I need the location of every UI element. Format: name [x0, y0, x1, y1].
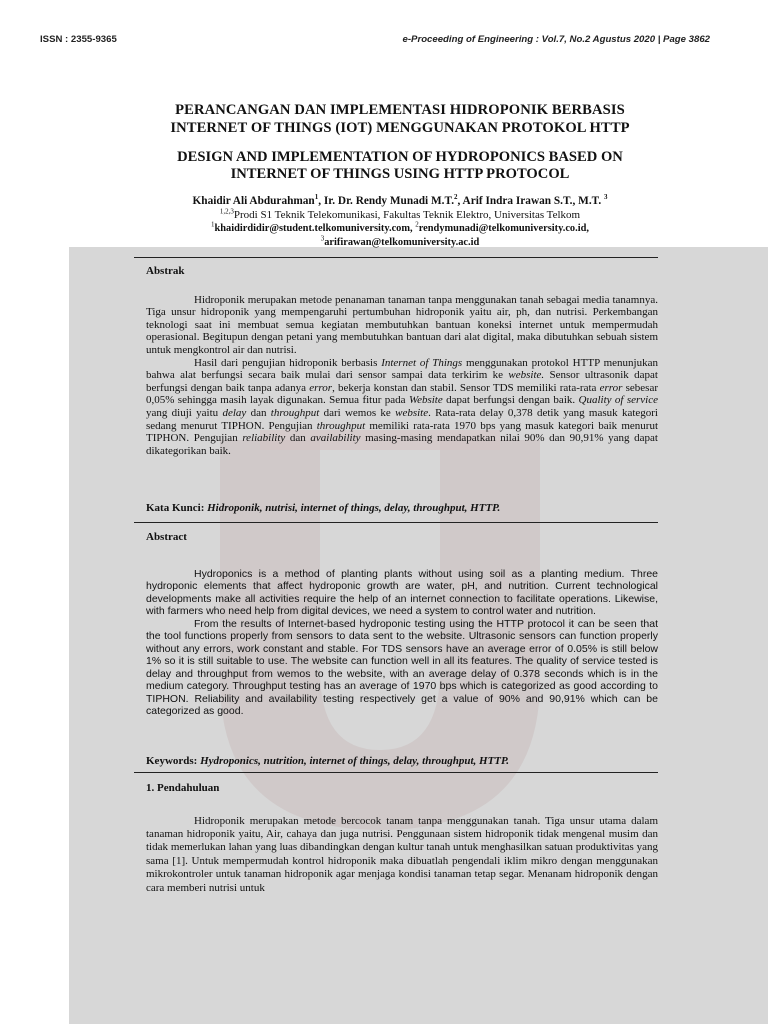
intro-heading: 1. Pendahuluan — [146, 782, 220, 794]
email-link-2[interactable]: rendymunadi@telkomuniversity.co.id — [418, 223, 587, 234]
paper-title-indonesian — [100, 101, 700, 137]
section-divider-2 — [134, 522, 658, 523]
author-list: Khaidir Ali Abdurahman$^1$, Ir. Dr. Rendy Munadi M.T.$^2$, Arif Indra Irawan S.T., M.T. $^3$ — [192, 193, 608, 207]
keywords: Keywords: Hydroponics, nutrition, internet of things, delay, throughput, HTTP. — [146, 755, 510, 767]
kata-kunci: Kata Kunci: Hidroponik, nutrisi, internet of things, delay, throughput, HTTP. — [146, 502, 501, 514]
abstract-paragraph-1: Hydroponics is a method of planting plants without using soil as a planting medium. Three hydroponic elements that affect hydroponic growth are water, pH, and nutrition. Current technological developments make all activities require the help of an internet connection to facilitate operations. Likewise, with farmers who need help from digital devices, we need a system to control water and nutrition. — [146, 567, 658, 618]
email-link-3[interactable]: arifirawan@telkomuniversity.ac.id — [324, 237, 480, 248]
section-divider-top — [134, 257, 658, 258]
paper-title-english — [100, 149, 700, 183]
abstract-paragraph-2: From the results of Internet-based hydroponic testing using the HTTP protocol it can be seen that the tool functions properly from sensors to data sent to the website. Ultrasonic sensors can function properly without any errors, work constant and stable. For TDS sensors have an average error of 0.05% is still below 1% so it is still suitable to use. The website can function well in all its features. The quality of service tested is delay and throughput from wemos to the website, with an average delay of 0.378 seconds which is in the medium category. Throughput testing has an average of 1970 bps which is categorized as good according to TIPHON. Reliability and availability testing respectively get a value of 90% and 90,91% which can be categorized as good. — [146, 617, 658, 718]
section-divider-3 — [134, 772, 658, 773]
abstrak-paragraph-2: Hasil dari pengujian hidroponik berbasis Internet of Things menggunakan protokol HTTP menunjukan bahwa alat berfungsi secara baik mulai dari sensor sampai data terkirim ke website. Sensor ultrasonik dapat berfungsi dengan baik tanpa adanya error, bekerja konstan dan stabil. Sensor TDS memiliki rata-rata error sebesar 0,05% sehingga masih layak digunakan. Semua fitur pada Website dapat berfungsi dengan baik. Quality of service yang diuji yaitu delay dan throughput dari wemos ke website. Rata-rata delay 0,378 detik yang masuk kategori sedang menurut TIPHON. Pengujian throughput memiliki rata-rata 1970 bps yang masuk kategori baik menurut TIPHON. Pengujian reliability dan availability masing-masing mendapatkan nilai 90% dan 90,91% yang dapat dikategorikan baik. — [146, 356, 658, 457]
intro-section — [146, 782, 658, 895]
title-id-line1: PERANCANGAN DAN IMPLEMENTASI HIDROPONIK BERBASIS — [175, 102, 625, 118]
author-emails: $^1$khaidirdidir@student.telkomuniversity.com, $^2$rendymunadi@telkomuniversity.co.id, $^3$arifirawan@telkomuniversity.ac.id — [210, 220, 590, 248]
intro-paragraph-1: Hidroponik merupakan metode bercocok tanam tanpa menggunakan tanah. Tiga unsur utama dalam tanaman hidroponik yaitu, Air, cahaya dan juga nutrisi. Penggunaan sistem hidroponik tidak mengenal musim dan tidak memerlukan lahan yang luas dibandingkan dengan kultur tanah untuk menghasilkan satuan produktivitas yang sama [1]. Untuk mempermudah kontrol hidroponik maka dibuatlah pengendali iklim mikro dengan menggunakan mikrokontroler untuk tanaman hidroponik agar menjaga kondisi tanaman tetap segar. Menanam hidroponik dengan cara memberi nutrisi untuk — [146, 814, 658, 894]
issn-label: ISSN : 2355-9365 — [40, 34, 117, 45]
abstrak-section — [146, 265, 658, 457]
journal-info: e-Proceeding of Engineering : Vol.7, No.2 Agustus 2020 | Page 3862 — [402, 34, 710, 45]
title-en-line2: INTERNET OF THINGS USING HTTP PROTOCOL — [230, 166, 570, 182]
email-link-1[interactable]: khaidirdidir@student.telkomuniversity.com — [214, 223, 411, 234]
abstrak-heading: Abstrak — [146, 265, 185, 277]
title-id-line2: INTERNET OF THINGS (IOT) MENGGUNAKAN PROTOKOL HTTP — [170, 120, 630, 136]
affiliation: $^{1,2,3}$Prodi S1 Teknik Telekomunikasi, Fakultas Teknik Elektro, Universitas Telkom — [219, 207, 581, 221]
abstract-section — [146, 531, 658, 718]
abstract-heading: Abstract — [146, 531, 187, 543]
abstrak-paragraph-1: Hidroponik merupakan metode penanaman tanaman tanpa menggunakan tanah sebagai media tanamnya. Tiga unsur hidroponik yang mempengaruhi pertumbuhan hidroponik yaitu air, ph, dan nutrisi. Perkembangan teknologi saat ini membuat semua kegiatan membutuhkan bantuan koneksi internet untuk mempermudah operasional. Begitupun dengan petani yang membutuhkan bantuan dari alat digital, maka dibutuhkan sebuah sistem untuk mengkontrol air dan nutrisi. — [146, 293, 658, 356]
title-en-line1: DESIGN AND IMPLEMENTATION OF HYDROPONICS BASED ON — [177, 149, 623, 165]
